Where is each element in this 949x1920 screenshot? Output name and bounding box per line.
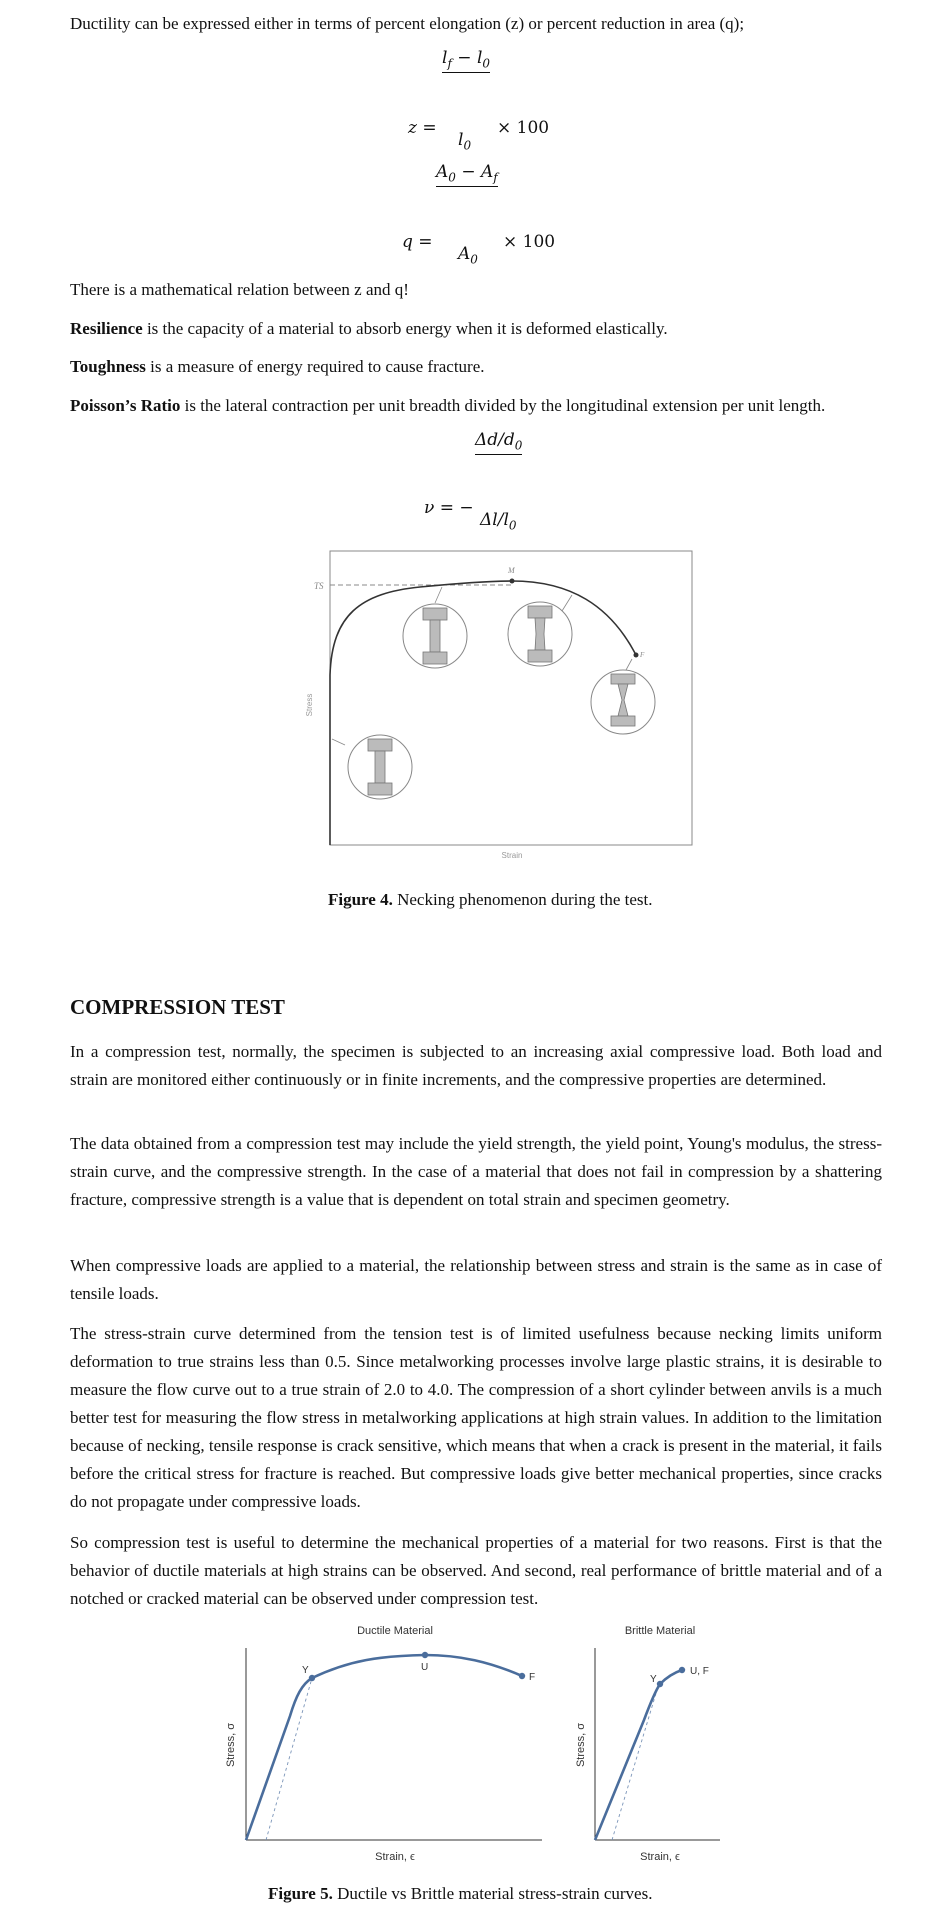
- brittle-point-uf: [679, 1667, 685, 1673]
- eq3-lhs: ν = −: [424, 498, 474, 518]
- figure4-xlabel: Strain: [501, 851, 523, 860]
- ductile-ylabel: Stress, σ: [225, 1722, 237, 1768]
- eq2-numerator: $A_0 - A_f$: [436, 162, 498, 187]
- ductile-xlabel: Strain, ϵ: [375, 1851, 415, 1863]
- ductile-brittle-figure: [220, 1620, 740, 1870]
- figure4-ylabel: Stress: [305, 693, 314, 717]
- relation-text: There is a mathematical relation between z and q!: [70, 280, 409, 299]
- compression-para-3: When compressive loads are applied to a material, the relationship between stress and strain is the same as in case of tensile loads.: [70, 1256, 882, 1303]
- f-label: F: [640, 651, 645, 659]
- ductile-title: Ductile Material: [357, 1625, 433, 1637]
- point-f: [634, 653, 639, 658]
- poisson-definition: [70, 392, 949, 420]
- stress-strain-curve: [330, 581, 636, 845]
- specimen-circle-2: [403, 587, 467, 668]
- eq2-lhs: q =: [402, 232, 433, 252]
- toughness-term: Toughness: [70, 357, 146, 376]
- m-label: M: [508, 566, 515, 575]
- poisson-text: is the lateral contraction per unit breadth divided by the longitudinal extension per unit length.: [180, 396, 826, 415]
- toughness-definition: [70, 353, 930, 381]
- ductile-point-y: [309, 1675, 315, 1681]
- eq3-denominator: $\Delta l/l_0$: [480, 510, 517, 533]
- figure5-caption: Figure 5. Ductile vs Brittle material stress-strain curves.: [268, 1884, 653, 1903]
- ts-label: TS: [314, 581, 324, 591]
- compression-para-1: In a compression test, normally, the specimen is subjected to an increasing axial compressive load. Both load and strain are monitored either continuously or in finite increments, and the compressive properties are determined.: [70, 1042, 882, 1089]
- intro-text: Ductility can be expressed either in terms of percent elongation (z) or percent reduction in area (q);: [70, 14, 745, 33]
- brittle-ylabel: Stress, σ: [575, 1722, 587, 1768]
- toughness-text: is a measure of energy required to cause fracture.: [145, 357, 485, 376]
- eq2-denominator: $A_0$: [458, 244, 478, 267]
- resilience-definition: [70, 315, 930, 343]
- compression-para-4: The stress-strain curve determined from the tension test is of limited usefulness because necking limits uniform deformation to true strains less than 0.5. Since metalworking processes involve large plastic strains, it is desirable to measure the flow curve out to a true strain of 2.0 to 4.0. The compression of a short cylinder between anvils is a much better test for measuring the flow stress in metalworking applications at high strain values. In addition to the limitation because of necking, tensile response is crack sensitive, which means that when a crack is present in the material, it fails before the critical stress for fracture is reached. But compressive loads give better mechanical properties, since cracks do not propagate under compressive loads.: [70, 1324, 882, 1511]
- poisson-term: Poisson’s Ratio: [70, 396, 181, 415]
- eq2-multiplier: × 100: [503, 232, 556, 252]
- specimen-circle-1: [332, 735, 412, 799]
- eq1-numerator: $l_f - l_0$: [442, 48, 490, 73]
- eq1-lhs: z =: [408, 118, 437, 138]
- brittle-uf-label: U, F: [690, 1666, 709, 1677]
- ductile-point-f: [519, 1673, 525, 1679]
- brittle-y-label: Y: [650, 1674, 657, 1685]
- section-heading: COMPRESSION TEST: [70, 995, 285, 1019]
- ductile-offset-line: [266, 1678, 312, 1840]
- specimen-circle-4: [591, 659, 655, 734]
- ductile-point-u: [422, 1652, 428, 1658]
- ductile-curve: [246, 1655, 522, 1840]
- resilience-text: is the capacity of a material to absorb energy when it is deformed elastically.: [142, 319, 668, 338]
- compression-para-2: The data obtained from a compression test may include the yield strength, the yield point, Young's modulus, the stress-strain curve, and the compressive strength. In the case of a material that does not fail in compression by a shattering fracture, compressive strength is a value that is dependent on total strain and specimen geometry.: [70, 1134, 882, 1209]
- compression-para-5: So compression test is useful to determine the mechanical properties of a material for two reasons. First is that the behavior of ductile materials at high strains can be observed. And second, real performance of brittle material and of a notched or cracked material can be observed under compression test.: [70, 1533, 882, 1608]
- brittle-point-y: [657, 1681, 663, 1687]
- brittle-curve: [595, 1670, 682, 1840]
- specimen-circle-3: [508, 595, 572, 666]
- figure4-caption: Figure 4. Necking phenomenon during the test.: [328, 890, 653, 909]
- ductile-y-label: Y: [302, 1665, 309, 1676]
- ductile-f-label: F: [529, 1672, 536, 1683]
- plot-frame: [330, 551, 692, 845]
- brittle-offset-line: [612, 1680, 660, 1840]
- eq1-multiplier: × 100: [497, 118, 550, 138]
- brittle-title: Brittle Material: [624, 1625, 696, 1637]
- brittle-xlabel: Strain, ϵ: [640, 1851, 680, 1863]
- eq3-numerator: $\Delta d/d_0$: [475, 430, 522, 455]
- resilience-term: Resilience: [70, 319, 143, 338]
- necking-figure: [290, 545, 710, 865]
- eq1-denominator: $l_0$: [458, 130, 472, 153]
- point-m: [510, 579, 515, 584]
- ductile-u-label: U: [421, 1662, 429, 1673]
